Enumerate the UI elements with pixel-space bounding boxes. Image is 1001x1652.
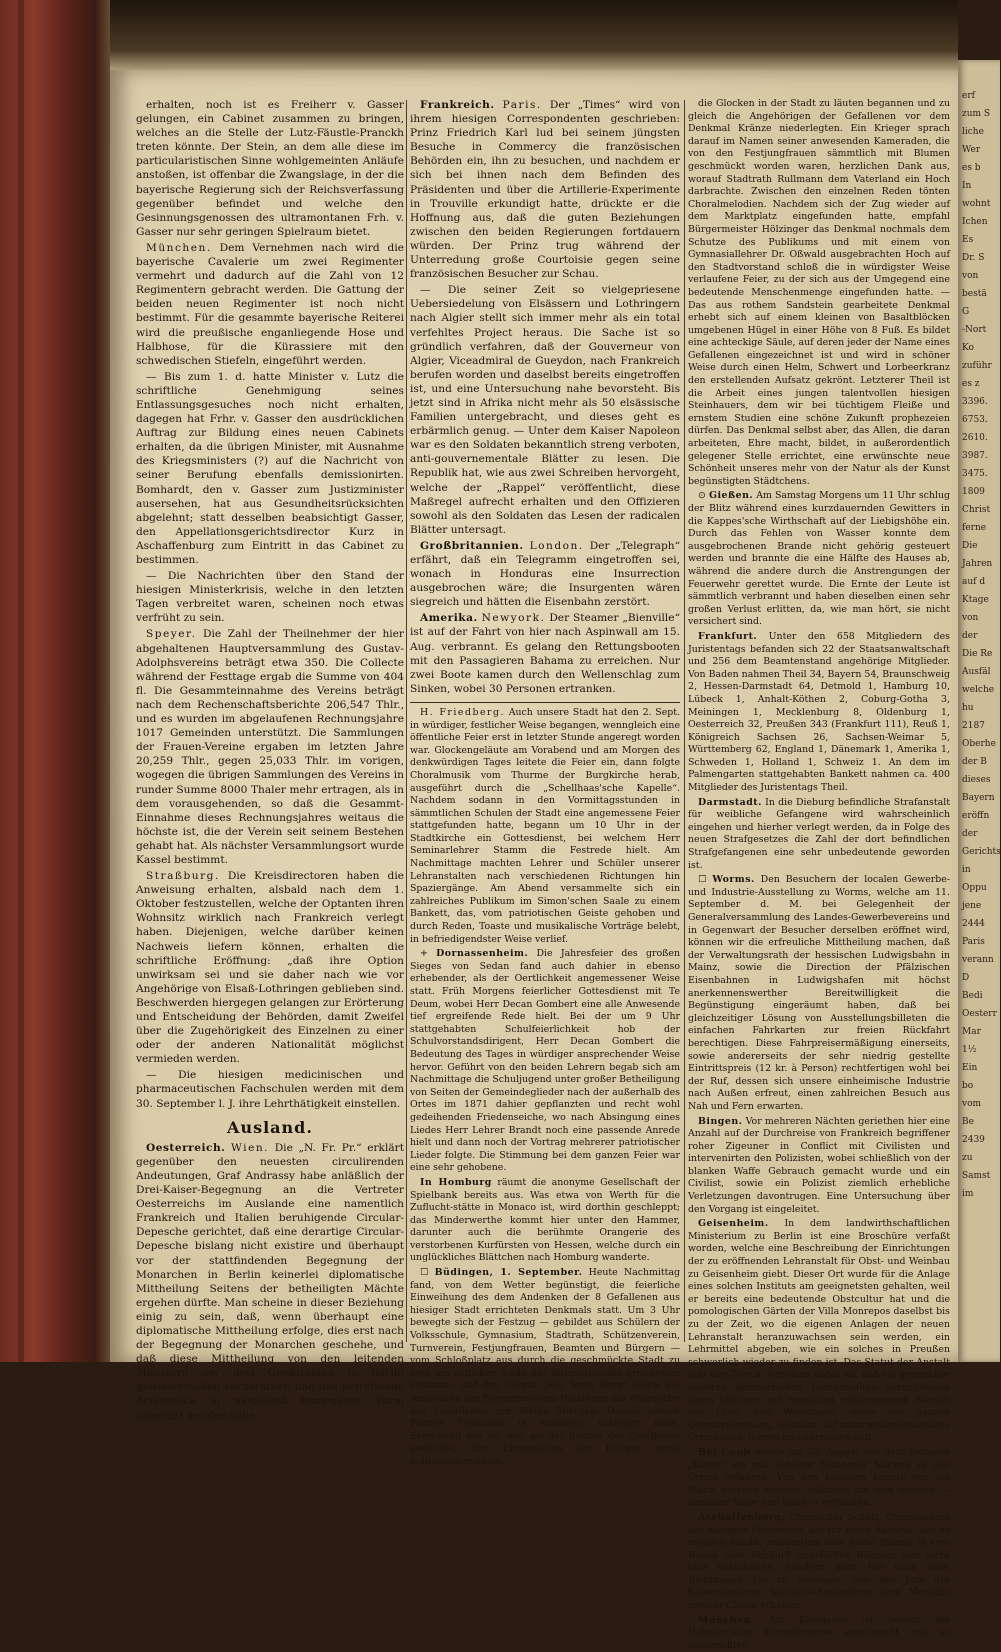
edge-fragment: Be: [962, 1117, 974, 1127]
article-text: Uhrmacher Schulz, Commandant der hiesigen Feuerwehr, hat für einen Apparat, der es möglich macht, mindestens eine halbe Stunde in vom Rauch oder Stickluft angefüllten Räumen sich nicht blos aufzuhalten, sondern auch frei nach allen Richtungen hin zu bewegen, von der Jury der Kaiserslauterer Industrie-Ausstellung eine Medaille zweiter Classe erhalten.: [688, 1511, 951, 1612]
article-text: Die Zahl der Theilnehmer der hier abgehaltenen Hauptversammlung des Gustav-Adolphsvereins beträgt etwa 350. Die Collecte während der Festtage ergab die Summe von 404 fl. Die Gesammteinnahme des Vereins beträgt nach dem Rechenschaftsberichte 206,547 Thlr., und es wurden im abgelaufenen Rechnungsjahre 1017 Gemeinden unterstützt. Die Sammlungen der Frauen-Vereine ergaben im letzten Jahre 20,259 Thlr., gegen 25,033 Thlr. im vorigen, wogegen die übrigen Sammlungen des Vereins in runder Summe 8000 Thaler mehr ertragen, als in dem vorausgehenden, so daß die Gesammt-Einnahme dieses Rechnungsjahres weitaus die höchste ist, die der Verein seit seinem Bestehen gehabt hat. Als nächster Versammlungsort wurde Kassel bestimmt.: [136, 628, 404, 866]
article-text: Am Königssee ist bereits die Hebeter'sche Schnellbremse angebracht und so eingerichtet,: [688, 1614, 950, 1651]
edge-fragment: welche: [962, 685, 995, 695]
article-text: Heute Nachmittag fand, von dem Wetter begünstigt, die feierliche Einweihung des dem Andenken der 8 Gefallenen aus hiesiger Stadt errichteten Denkmals statt. Um 3 Uhr bewegte sich der Festzug — gebildet aus Schülern der Volksschule, Gymnasium, Stadtrath, Schützenverein, Turnverein, Festjungfrauen, Beamten und Bürgern — vom Schloßplatz aus durch die geschmückte Stadt zu dem am östlichen Ende der Bahnhofstraße errichteten Denkmal. Auf den Choral „Ein' feste Burg“ folgte die Ansprache des Bürgermeisters Hölzinger, die Ansprache des Geistlichen zur Weihe übergab. Darauf sprach Pfarrer Thylmann in kräftiger, kräftiger Rede. Ergreifend war es, wie, als der Redner der Gefallenen gedachte, drei Ehrensalven der Krieger ernst militärisch grüßten,: [410, 1267, 680, 1467]
article-friedberg: [410, 707, 680, 946]
edge-fragment: 2187: [962, 721, 985, 731]
column-divider: [684, 100, 685, 1342]
article-worms: [688, 874, 950, 1113]
article-frankreich-paris: [410, 98, 680, 281]
article-lutz-resignation: — Bis zum 1. d. hatte Minister v. Lutz die schriftliche Genehmigung seines Entlassungsgesuches noch nicht erhalten, dagegen hat Frhr. v. Gasser den ausdrücklichen Auftrag zur Bildung eines neuen Cabinets erhalten, da die übrigen Minister, mit Ausnahme des Kriegsministers (?) auf die Nachricht von seiner Berufung ebenfalls demissionirten. Bomhardt, den v. Gasser zum Justizminister ausersehen, hat aus Gesundheitsrücksichten abgelehnt; statt desselben beabsichtigt Gasser, den Appellationsgerichtsdirector Kurz in Aschaffenburg zum Eintritt in das Cabinet zu bestimmen.: [136, 370, 404, 566]
dateline: Speyer.: [146, 628, 197, 641]
country-lead: Amerika.: [420, 612, 478, 625]
edge-fragment: verann: [962, 955, 994, 965]
article-gasser-cabinet: erhalten, noch ist es Freiherr v. Gasser gelungen, ein Cabinet zusammen zu bringen, welches an die Stelle der Lutz-Fäustle-Pranckh treten könnte. Der Stein, an dem alle diese im particularistischen Sinne wohlgemeinten Anläufe anstoßen, ist offenbar die Zwangslage, in der die bayerische Regierung sich der Reichsverfassung gegenüber befindet und welche den Gesinnungsgenossen des ultramontanen Frh. v. Gasser nur sehr geringen Spielraum bietet.: [136, 99, 404, 238]
edge-fragment: Samst: [962, 1171, 991, 1181]
article-grossbritannien: [410, 539, 680, 609]
edge-fragment: Oppu: [962, 883, 987, 893]
dateline: Bingen.: [698, 1115, 743, 1127]
edge-fragment: zuführ: [962, 361, 992, 371]
dateline: London.: [529, 539, 584, 552]
article-muenchen-bremse: [688, 1615, 950, 1652]
edge-fragment: erf: [962, 91, 975, 101]
dateline: Dornassenheim.: [436, 948, 529, 960]
edge-fragment: ferne: [962, 523, 987, 533]
article-text: Vor mehreren Nächten geriethen hier eine Anzahl auf der Durchreise von Frankreich begriffener roher Zigeuner in Conflict mit Civilisten und intervenirten den Polizisten, wobei schließlich von der blanken Waffe Gebrauch gemacht wurde und ein Civilist, sowie ein Polizist ziemlich erhebliche Verletzungen davontrugen. Eine Untersuchung über den Vorgang ist eingeleitet.: [688, 1115, 950, 1215]
dateline: Worms.: [712, 874, 755, 886]
dateline: Newyork.: [481, 612, 546, 625]
edge-fragment: 6753.: [962, 415, 988, 425]
edge-fragment: Oberhe: [962, 739, 996, 749]
column-divider: [406, 100, 407, 1342]
article-fachschulen: — Die hiesigen medicinischen und pharmaceutischen Fachschulen werden mit dem 30. September l. J. ihre Lehrthätigkeit einstellen.: [136, 1069, 404, 1110]
article-amerika: [410, 611, 680, 696]
dateline: Gießen.: [708, 490, 754, 502]
dateline: Geisenheim.: [698, 1218, 769, 1230]
edge-fragment: In: [962, 181, 972, 191]
article-muenchen-cavalerie: [136, 241, 404, 368]
edge-fragment: Die Re: [962, 649, 993, 659]
edge-fragment: 2439: [962, 1135, 985, 1145]
country-lead: Frankreich.: [420, 99, 495, 111]
dateline: Darmstadt.: [698, 796, 762, 808]
article-text: Der „Telegraph“ erfährt, daß ein Telegramm eingetroffen sei, wonach in Honduras eine Insurrection ausgebrochen wäre; die Insurgenten wären siegreich und hätten die Eisenbahn zerstört.: [410, 539, 680, 609]
edge-fragment: -Nort: [962, 325, 987, 335]
article-caub: [688, 1447, 950, 1510]
article-dornassenheim: [410, 948, 680, 1175]
edge-fragment: in: [962, 865, 971, 875]
edge-fragment: Ktage: [962, 595, 989, 605]
edge-fragment: bo: [962, 1081, 974, 1091]
edge-fragment: Ausfäl: [962, 667, 991, 677]
dateline: Paris.: [502, 99, 542, 111]
page-top-shadow: [110, 0, 958, 72]
edge-fragment: D: [962, 973, 970, 983]
edge-fragment: Bayern: [962, 793, 995, 803]
article-text: räumt die anonyme Gesellschaft der Spielbank bereits aus. Was etwa von Werth für die Zuflucht-stätte in Monaco ist, wird dorthin geschleppt; das Minderwerthe kommt hier unter den Hammer, darunter auch die berühmte Orangerie des verstorbenen Kurfürsten von Hessen, welche durch ein unglückliches Blättchen nach Homburg wanderte.: [410, 1176, 680, 1264]
edge-fragment: von: [962, 271, 979, 281]
edge-fragment: dieses: [962, 775, 991, 785]
square-icon: ☐: [698, 874, 707, 886]
edge-fragment: G: [962, 307, 970, 317]
circle-icon: ⊙: [698, 490, 706, 502]
edge-fragment: es z: [962, 379, 980, 389]
article-bingen: [688, 1116, 950, 1217]
edge-fragment: jene: [962, 901, 982, 911]
edge-fragment: Christ: [962, 505, 991, 515]
article-speyer: [136, 627, 404, 867]
dateline: Bei Caub: [698, 1446, 751, 1458]
article-text: Unter den 658 Mitgliedern des Juristentags befanden sich 22 der Staatsanwaltschaft und 256 dem Beamtenstand angehörige Mitglieder. Von Baden nahmen Theil 34, Bayern 54, Braunschweig 2, Hessen-Darmstadt 64, Detmold 1, Hamburg 10, Lübeck 1, Anhalt-Köthen 2, Coburg-Gotha 3, Meiningen 1, Mecklenburg 8, Oldenburg 1, Oesterreich 32, Preußen 343 (Frankfurt 111), Reuß 1, Königreich Sachsen 26, Sachsen-Weimar 5, Württemberg 62, England 1, Dänemark 1, Amerika 1, Schweden 1, Holland 1, Schweiz 1. An dem im Palmengarten stattgehabten Bankett nahmen ca. 400 Mitglieder des Juristentags Theil.: [688, 630, 950, 794]
edge-fragment: Gerichts: [962, 847, 1001, 857]
article-text: Der Steamer „Bienville“ ist auf der Fahrt von hier nach Aspinwall am 15. Aug. verbrannt. Es gelang den Rettungsbooten mit den Passagieren Bahama zu erreichen. Nur zwei Boote kamen durch den Wellenschlag zum Sinken, wobei 30 Personen ertranken.: [410, 612, 680, 695]
edge-fragment: der: [962, 829, 978, 839]
newspaper-page: [110, 70, 958, 1651]
book-binding: [0, 0, 112, 1362]
dateline: Straßburg.: [146, 870, 220, 883]
article-text: Auch unsere Stadt hat den 2. Sept. in würdiger, festlicher Weise begangen, wenngleich eine öffentliche Feier erst in letzter Stunde angeregt worden war. Glockengeläute am Vorabend und am Morgen des denkwürdigen Tages leitete die Feier ein, dann folgte Choralmusik vom Thurme der Burgkirche herab, ausgeführt durch die „Schellhaas'sche Kapelle“. Nachdem sodann in den Vormittagsstunden in sämmtlichen Schulen der Stadt eine angemessene Feier stattgefunden hatte, begann um 10 Uhr in der Stadtkirche ein Gottesdienst, bei welchem Herr Seminarlehrer Stamm die Festrede hielt. Am Nachmittage machten Lehrer und Schüler unserer Lehranstalten nach verschiedenen Richtungen hin Spaziergänge. Am Abend versammelte sich ein zahlreiches Publikum im Simon'schen Saale zu einem Bankett, das, vom patriotischen Geiste gehoben und durch Reden, Toaste und musikalische Vorträge belebt, in befriedigendster Weise verlief.: [410, 706, 681, 945]
article-strassburg: [136, 869, 404, 1066]
article-frankfurt: [688, 631, 950, 795]
edge-fragment: Paris: [962, 937, 985, 947]
article-text: Den Besuchern der localen Gewerbe- und Industrie-Ausstellung zu Worms, welche am 11. September d. M. bei Gelegenheit der Generalversammlung des Landes-Gewerbevereins und in Gegenwart der Besucher derselben eröffnet wird, können wir die erfreuliche Mittheilung machen, daß der Verwaltungsrath der hessischen Ludwigsbahn in Mainz, sowie die Direction der Pfälzischen Eisenbahnen in Ludwigshafen mit höchst anerkennenswerther Bereitwilligkeit die Begünstigung eingeräumt haben, daß bei gleichzeitiger Lösung von Ausstellungsbilleten die einfachen Fahrkarten zur freien Rückfahrt berechtigen. Diese Fahrpreisermäßigung einerseits, sowie andererseits der sehr niedrig gestellte Eintrittspreis (12 kr. à Person) rechtfertigen wohl bei der Ruf, dessen sich unsere einheimische Industrie nach Außen erfreut, einen zahlreichen Besuch aus Nah und Fern erwarten.: [688, 874, 950, 1112]
edge-fragment: im: [962, 1189, 974, 1199]
edge-fragment: zu: [962, 1153, 973, 1163]
dateline: In Homburg: [420, 1176, 492, 1188]
next-page-fragments: [958, 90, 1000, 1200]
edge-fragment: 3475.: [962, 469, 988, 479]
edge-fragment: eröffn: [962, 811, 990, 821]
edge-fragment: 3987.: [962, 451, 988, 461]
edge-fragment: es b: [962, 163, 981, 173]
section-heading-ausland: Ausland.: [227, 1117, 313, 1137]
article-text: Die Kreisdirectoren haben die Anweisung erhalten, alsbald nach dem 1. Oktober festzustellen, welche der Optanten ihren Wohnsitz wirklich nach Frankreich verlegt haben. Diejenigen, welche darüber keinen Nachweis liefern können, erhalten die schriftliche Eröffnung: „daß ihre Option unwirksam sei und sie daher nach wie vor Angehörige von Elsaß-Lothringen geblieben sind. Beschwerden hiergegen gelangen zur Erörterung und Entscheidung der Behörden, damit Zweifel über die Zugehörigkeit des Einzelnen zu einer oder der anderen Nationalität möglichst vermieden werden.: [136, 870, 404, 1066]
next-page-edge: [958, 60, 1000, 1362]
edge-fragment: liche: [962, 127, 984, 137]
section-rule: [410, 702, 680, 703]
edge-fragment: von: [962, 613, 979, 623]
edge-fragment: vom: [962, 1099, 982, 1109]
article-giessen: [688, 490, 950, 629]
column-1: [136, 98, 405, 1422]
edge-fragment: Dr. S: [962, 253, 985, 263]
article-text: Dem Vernehmen nach wird die bayerische Cavalerie um zwei Regimenter vermehrt und dadurch auf die Zahl von 12 Regimentern gebracht werden. Die Gattung der beiden neuen Regimenter ist noch nicht bestimmt. Für die gesammte bayerische Reiterei wird die preußische enganliegende Hose und Halbhose, für die Kürassiere mit den schwedischen Stiefeln, eingeführt werden.: [136, 241, 404, 367]
column-2: [410, 98, 681, 1467]
article-buedingen-cont: die Glocken in der Stadt zu läuten begannen und zu gleich die Angehörigen der Gefallenen vor dem Denkmal Kränze niederlegten. Ein Krieger sprach darauf im Namen seiner anwesenden Kameraden, die von den Festjungfrauen sämmtlich mit Blumen geschmückt worden waren, herzlichen Dank aus, worauf Stadtrath Rullmann dem Vaterland ein Hoch darbrachte. Zwischen den einzelnen Reden tönten Choralmelodien. Nachdem sich der Zug wieder auf dem Marktplatz eingefunden hatte, empfahl Bürgermeister Hölzinger das Denkmal nochmals dem Schutze des Publikums und mit einem von Gymnasiallehrer Dr. Oßwald ausgebrachten Hoch auf den Stadtvorstand schloß die in würdigster Weise verlaufene Feier, zu der sich aus der Umgegend eine bedeutende Menschenmenge eingefunden hatte. — Das aus rothem Sandstein gearbeitete Denkmal erhebt sich auf einem kleinen von Basaltblöcken umgebenen Hügel in einer Höhe von 8 Fuß. Es bildet eine achteckige Säule, auf deren jeder der Name eines Gefallenen eingezeichnet ist und wird in schöner Weise durch einen Helm, Schwert und Lorbeerkranz den erstellenden Aufsatz gekrönt. Letzterer Theil ist die Arbeit eines jungen talentvollen hiesigen Steinhauers, dem wir bei tüchtigem Fleiße und ernstem Studien eine schöne Zukunft prophezeien dürfen. Das Denkmal selbst aber, das Allen, die daran arbeiteten, Ehre macht, bildet, in außerordentlich gelegener Stelle errichtet, eine erwünschte neue Schönheit unseres mehr von der Natur als der Kunst begünstigten Städtchens.: [688, 98, 950, 487]
edge-fragment: Die: [962, 541, 978, 551]
edge-fragment: Wer: [962, 145, 981, 155]
edge-fragment: 2610.: [962, 433, 988, 443]
dateline: H. Friedberg.: [420, 706, 505, 718]
dateline: München.: [146, 241, 212, 254]
edge-fragment: Ein: [962, 1063, 978, 1073]
edge-fragment: Ko: [962, 343, 974, 353]
edge-fragment: Jahren: [962, 559, 993, 569]
edge-fragment: zum S: [962, 109, 991, 119]
dateline: München.: [698, 1614, 755, 1626]
edge-fragment: der B: [962, 757, 987, 767]
edge-fragment: der: [962, 631, 978, 641]
article-darmstadt: [688, 797, 950, 873]
dateline: Wien.: [230, 1141, 270, 1154]
edge-fragment: Es: [962, 235, 974, 245]
edge-fragment: 1809: [962, 487, 985, 497]
edge-fragment: Ichen: [962, 217, 988, 227]
article-text: Der „Times“ wird von ihrem hiesigen Correspondenten geschrieben: Prinz Friedrich Karl lud bei seinem jüngsten Besuche in Commercy die französischen Behörden ein, ihn zu besuchen, und nachdem er sich bei ihnen nach dem Befinden des Präsidenten und über die Artillerie-Experimente in Trouville erkundigt hatte, drückte er die Hoffnung aus, daß die guten Beziehungen zwischen den beiden Regierungen fortdauern würden. Der Prinz trug während der Unterredung große Courtoisie gegen seine französischen Besucher zur Schau.: [410, 99, 680, 281]
article-text: Die „N. Fr. Pr.“ erklärt gegenüber den neuesten circulirenden Andeutungen, Graf Andrassy habe anläßlich der Drei-Kaiser-Begegnung an die Vertreter Oesterreichs im Auslande eine namentlich Frankreich und Italien beruhigende Circular-Depesche gerichtet, daß eine derartige Circular-Depesche bislang nicht existire und überhaupt vor der stattfindenden Begegnung der Monarchen in Berlin keinerlei diplomatische Mittheilung Seitens der betheiligten Mächte ergehen dürfte. Man scheine in dieser Beziehung einig zu sein, daß, wenn überhaupt eine diplomatische Mittheilung erfolge, dies erst nach der Begegnung der Monarchen geschehe, und daß diese Mittheilung von den leitenden Ministern der drei Großstaaten in Berlin gewissermaßen vorberathen und das betreffende Actenstück in möglichst homogener Form abgefaßt werden solle.: [136, 1141, 405, 1422]
cross-icon: +: [420, 948, 428, 960]
article-algier: — Die seiner Zeit so vielgepriesene Uebersiedelung von Elsässern und Lothringern nach Algier stellt sich immer mehr als ein total verfehltes Project heraus. Die Sache ist so gründlich verfahren, daß der Gouverneur von Algier, Viceadmiral de Gueydon, nach Frankreich berufen worden und daselbst bereits eingetroffen ist, und eine Untersuchung nahe bevorsteht. Bis jetzt sind in Afrika nicht mehr als 50 elsässische Familien untergebracht, und dieses geht es erbärmlich genug. — Unter dem Kaiser Napoleon war es den Soldaten bekanntlich streng verboten, anti-gouvernementale Blätter zu lesen. Die Republik hat, wie aus zwei Schreiben hervorgeht, welche der „Rappel“ veröffentlicht, diese Maßregel aufrecht erhalten und den Offizieren sowohl als den Soldaten das Lesen der radicalen Blätter untersagt.: [410, 284, 680, 536]
country-lead: Oesterreich.: [146, 1141, 226, 1154]
article-text: wurde am 28. August von dem Dampfer „König“ ein mit Schiefer beladener Nachen in den Grund gefahren. Von den Insassen konnte nur ein Mann gerettet werden, während die drei übrigen — darunter Vater und Sohn — ertranken.: [688, 1446, 951, 1509]
edge-fragment: wohnt: [962, 199, 991, 209]
edge-fragment: 3396.: [962, 397, 988, 407]
article-aschaffenburg: [688, 1512, 950, 1613]
edge-fragment: bestä: [962, 289, 987, 299]
article-buedingen: [410, 1267, 680, 1469]
square-icon: ☐: [420, 1267, 429, 1279]
dateline: Frankfurt.: [698, 630, 758, 642]
edge-fragment: Bedi: [962, 991, 983, 1001]
article-text: In die Dieburg befindliche Strafanstalt für weibliche Gefangene wird wahrscheinlich eingehen und hierher verlegt werden, da in Folge des neuen Strafgesetzes die Zahl der dort befindlichen Strafgefangenen eine sehr unbedeutende geworden ist.: [688, 796, 950, 871]
article-oesterreich-wien: [136, 1141, 404, 1423]
article-geisenheim: [688, 1218, 950, 1445]
dateline: Aschaffenburg.: [698, 1511, 786, 1523]
article-ministerkrisis: — Die Nachrichten über den Stand der hiesigen Ministerkrisis, welche in den letzten Tagen verbreitet waren, scheinen noch etwas verfrüht zu sein.: [136, 570, 404, 625]
edge-fragment: 2444: [962, 919, 985, 929]
edge-fragment: hu: [962, 703, 974, 713]
edge-fragment: Mar: [962, 1027, 981, 1037]
article-homburg: [410, 1177, 680, 1265]
country-lead: Großbritannien.: [420, 539, 524, 552]
edge-fragment: auf d: [962, 577, 986, 587]
column-3: [688, 98, 951, 1651]
edge-fragment: 1½: [962, 1045, 977, 1055]
article-text: Die Jahresfeier des großen Sieges von Sedan fand auch dahier in ebenso erhebender, als der Oertlichkeit angemessener Weise statt. Früh Morgens feierlicher Gottesdienst mit Te Deum, wobei Herr Decan Gombert eine alle Anwesende tief ergreifende Rede hielt. Bei der um 9 Uhr stattgehabten Schulfeierlichkeit hob der Schulvorstandsdirigent, Herr Decan Gombert die Bedeutung des Tages in würdiger ansprechender Weise hervor. Geführt von den beiden Lehrern begab sich am Nachmittage die Schuljugend unter großer Betheiligung von Seiten der Gemeindeglieder nach der außerhalb des Ortes im 1871 dahier gepflanzten und recht wohl gedeihenden Friedenseiche, wo nach Absingung eines Liedes Herr Lehrer Brandt noch eine passende Anrede hielt und dann noch der Vortrag mehrerer patriotischer Lieder folgte. Die Stimmung bei dem ganzen Feier war eine sehr gehobene.: [410, 948, 680, 1174]
article-text: In dem landwirthschaftlichen Ministerium zu Berlin ist eine Broschüre verfaßt worden, welche eine Beschreibung der Einrichtungen der zu eröffnenden Lehranstalt für Obst- und Weinbau zu Geisenheim giebt. Dieser Ort wurde für die Anlage eines solchen Instituts am geeignetsten gehalten, weil er bereits eine bedeutende Obstcultur hat und die pomologischen Gärten der Villa Monrepos daselbst bis zu der Zeit, wo die eigenen Anlagen der neuen Lehranstalt heranzuwachsen sein werden, ein Lehrmittel abgeben, wie ein solches in Preußen schwerlich wieder zu finden ist. Das Statut der Anstalt gibt den Zweck derselben dahin an, daß sie gegenüber anderen gärtnerischen Lehranstalten vorzugsweise einen höheren und möglichst vollkommenen Betrieb des Obst- und Weinbaues, sowie der ganzen Obstverwerthung, gestützt auf naturwissenschaftliche Grundsätze, lehren und darstellen soll.: [688, 1218, 951, 1444]
edge-fragment: Oesterr: [962, 1009, 997, 1019]
dateline: Büdingen, 1. September.: [434, 1267, 583, 1279]
article-text: Am Samstag Morgens um 11 Uhr schlug der Blitz während eines kurzdauernden Gewitters in die Kappes'sche Wirthschaft auf der Liebigshöhe ein. Durch das Fehlen von Wasser konnte dem ausgebrochenen Brande nicht gehörig gesteuert werden und brannte die eine Hälfte des Hauses ab, während die andere durch die Anstrengungen der Feuerwehr gerettet wurde. Die Ernte der Leute ist sämmtlich verbrannt und haben dieselben einen sehr großen Verlust erlitten, da, wie man hört, sie nicht versichert sind.: [688, 490, 951, 628]
